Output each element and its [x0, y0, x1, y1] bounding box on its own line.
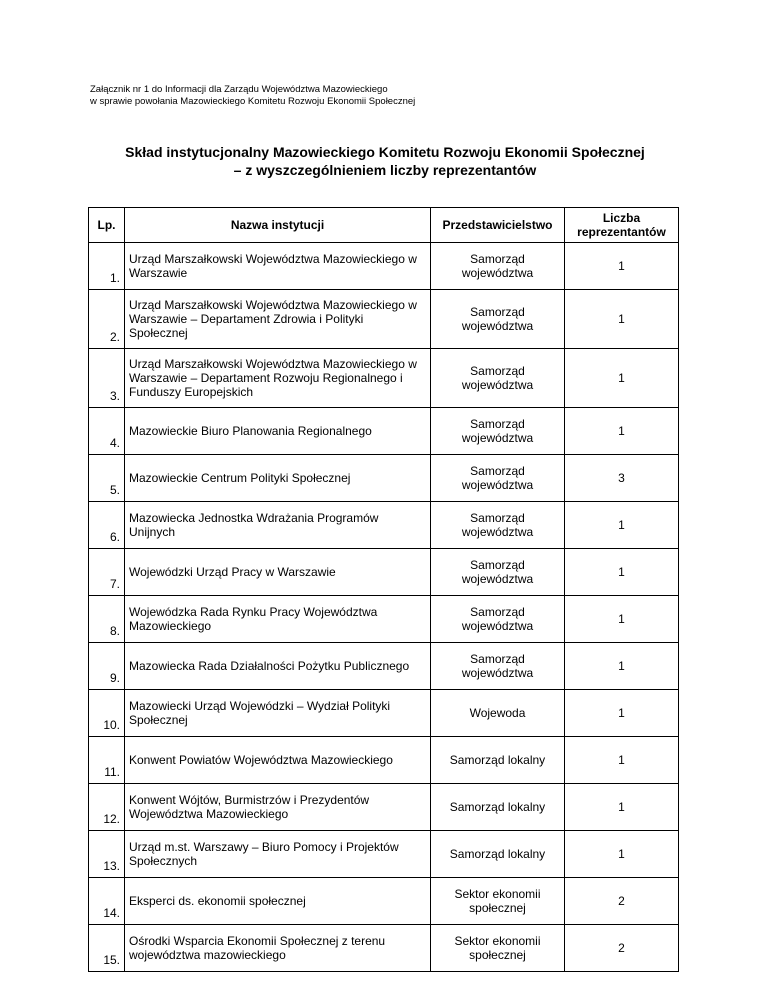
- table-row: [89, 408, 679, 455]
- table-row: [89, 502, 679, 549]
- header-name: Nazwa instytucji: [125, 208, 431, 243]
- institution-name: Konwent Powiatów Województwa Mazowieckiego: [125, 737, 431, 784]
- representative-count: 3: [565, 455, 679, 502]
- row-number: 9.: [89, 643, 125, 690]
- representation: Samorząd województwa: [431, 290, 565, 349]
- row-number: 4.: [89, 408, 125, 455]
- header-lp: Lp.: [89, 208, 125, 243]
- table-row: [89, 784, 679, 831]
- title-line-1: Skład instytucjonalny Mazowieckiego Komitetu Rozwoju Ekonomii Społecznej: [125, 144, 645, 160]
- representative-count: 1: [565, 784, 679, 831]
- table-row: [89, 925, 679, 972]
- institution-name: Mazowiecka Jednostka Wdrażania Programów Unijnych: [125, 502, 431, 549]
- table-header-row: [89, 208, 679, 243]
- representative-count: 2: [565, 925, 679, 972]
- representative-count: 1: [565, 349, 679, 408]
- representation: Sektor ekonomii społecznej: [431, 878, 565, 925]
- row-number: 13.: [89, 831, 125, 878]
- representation: Samorząd lokalny: [431, 784, 565, 831]
- institution-name: Urząd Marszałkowski Województwa Mazowieckiego w Warszawie – Departament Rozwoju Regionalnego i Funduszy Europejskich: [125, 349, 431, 408]
- row-number: 10.: [89, 690, 125, 737]
- representative-count: 1: [565, 408, 679, 455]
- row-number: 7.: [89, 549, 125, 596]
- representation: Sektor ekonomii społecznej: [431, 925, 565, 972]
- representation: Wojewoda: [431, 690, 565, 737]
- row-number: 2.: [89, 290, 125, 349]
- annex-line-1: Załącznik nr 1 do Informacji dla Zarządu Województwa Mazowieckiego: [90, 84, 388, 95]
- row-number: 1.: [89, 243, 125, 290]
- institution-name: Eksperci ds. ekonomii społecznej: [125, 878, 431, 925]
- institution-name: Ośrodki Wsparcia Ekonomii Społecznej z terenu województwa mazowieckiego: [125, 925, 431, 972]
- institution-name: Mazowiecki Urząd Wojewódzki – Wydział Polityki Społecznej: [125, 690, 431, 737]
- row-number: 8.: [89, 596, 125, 643]
- row-number: 6.: [89, 502, 125, 549]
- row-number: 12.: [89, 784, 125, 831]
- table-row: [89, 831, 679, 878]
- row-number: 15.: [89, 925, 125, 972]
- representative-count: 1: [565, 690, 679, 737]
- institution-name: Konwent Wójtów, Burmistrzów i Prezydentów Województwa Mazowieckiego: [125, 784, 431, 831]
- title-line-2: – z wyszczególnieniem liczby reprezentantów: [233, 162, 537, 178]
- institution-name: Mazowieckie Biuro Planowania Regionalnego: [125, 408, 431, 455]
- header-count-line-2: reprezentantów: [577, 225, 666, 239]
- table-row: [89, 643, 679, 690]
- annex-line-2: w sprawie powołania Mazowieckiego Komitetu Rozwoju Ekonomii Społecznej: [90, 96, 416, 107]
- representation: Samorząd lokalny: [431, 737, 565, 784]
- representative-count: 1: [565, 549, 679, 596]
- header-representation: Przedstawicielstwo: [431, 208, 565, 243]
- institution-name: Urząd Marszałkowski Województwa Mazowieckiego w Warszawie: [125, 243, 431, 290]
- institution-name: Urząd Marszałkowski Województwa Mazowieckiego w Warszawie – Departament Zdrowia i Polityki Społecznej: [125, 290, 431, 349]
- representation: Samorząd województwa: [431, 455, 565, 502]
- institutions-table: [88, 207, 679, 972]
- representative-count: 2: [565, 878, 679, 925]
- representation: Samorząd województwa: [431, 596, 565, 643]
- table-row: [89, 737, 679, 784]
- row-number: 14.: [89, 878, 125, 925]
- representation: Samorząd województwa: [431, 349, 565, 408]
- table-row: [89, 349, 679, 408]
- institution-name: Urząd m.st. Warszawy – Biuro Pomocy i Projektów Społecznych: [125, 831, 431, 878]
- page-title: [60, 143, 710, 179]
- table-row: [89, 596, 679, 643]
- representation: Samorząd województwa: [431, 549, 565, 596]
- header-count: [565, 208, 679, 243]
- representative-count: 1: [565, 243, 679, 290]
- institution-name: Wojewódzka Rada Rynku Pracy Województwa Mazowieckiego: [125, 596, 431, 643]
- representation: Samorząd województwa: [431, 502, 565, 549]
- row-number: 11.: [89, 737, 125, 784]
- representation: Samorząd województwa: [431, 243, 565, 290]
- table-row: [89, 878, 679, 925]
- table-row: [89, 290, 679, 349]
- table-row: [89, 549, 679, 596]
- representation: Samorząd województwa: [431, 643, 565, 690]
- table-row: [89, 243, 679, 290]
- row-number: 3.: [89, 349, 125, 408]
- representative-count: 1: [565, 596, 679, 643]
- representative-count: 1: [565, 831, 679, 878]
- institution-name: Mazowiecka Rada Działalności Pożytku Publicznego: [125, 643, 431, 690]
- representative-count: 1: [565, 502, 679, 549]
- annex-note: [90, 84, 415, 108]
- table-row: [89, 455, 679, 502]
- institution-name: Mazowieckie Centrum Polityki Społecznej: [125, 455, 431, 502]
- representative-count: 1: [565, 737, 679, 784]
- row-number: 5.: [89, 455, 125, 502]
- table-row: [89, 690, 679, 737]
- institution-name: Wojewódzki Urząd Pracy w Warszawie: [125, 549, 431, 596]
- representative-count: 1: [565, 290, 679, 349]
- representative-count: 1: [565, 643, 679, 690]
- representation: Samorząd lokalny: [431, 831, 565, 878]
- header-count-line-1: Liczba: [602, 211, 641, 225]
- representation: Samorząd województwa: [431, 408, 565, 455]
